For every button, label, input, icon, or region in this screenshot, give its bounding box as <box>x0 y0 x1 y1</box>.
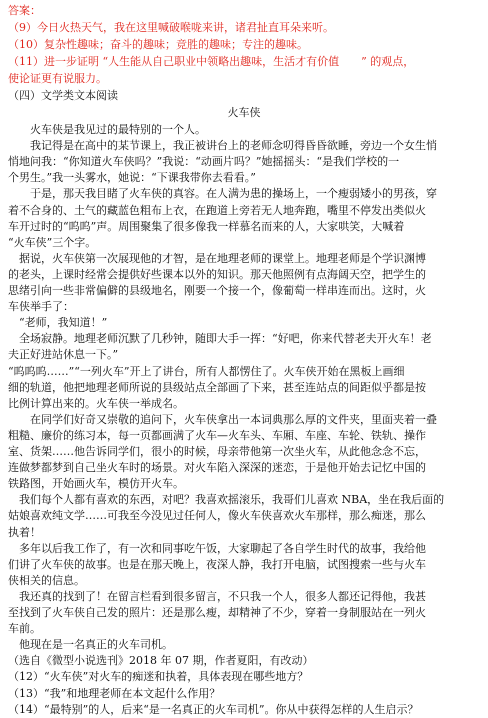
story-line: （选自《微型小说选刊》2018 年 07 期，作者夏阳，有改动） <box>8 654 314 668</box>
story-line: 思绪引向一些非常偏僻的县级地名，刚要一个接一个，像葡萄一样串连而出。这时，火 <box>8 284 426 297</box>
question-item: （13）“我”和地理老师在本文起什么作用？ <box>8 686 221 700</box>
answer-10: （10）复杂性趣味；奋斗的趣味；竞胜的趣味；专注的趣味。 <box>8 38 308 51</box>
story-line: 据说，火车侠第一次展现他的才智，是在地理老师的课堂上。地理老师是个学识渊博 <box>8 251 426 265</box>
answer-9: （9）今日火热天气，我在这里喊破喉咙来讲，诸君扯直耳朵来听。 <box>8 21 334 34</box>
story-line: 细的轨道，他把地理老师所说的县级站点全部画了下来，甚至连站点的间距似乎都是按 <box>8 380 426 394</box>
story-line: 于是，那天我目睹了火车侠的真容。在人满为患的操场上，一个瘦弱矮小的男孩，穿 <box>8 187 437 201</box>
story-title: 火车侠 <box>227 106 261 119</box>
story-line: 的老头，上课时经常会提供好些课本以外的知识。那天他照例有点海阔天空，把学生的 <box>8 267 426 281</box>
story-line: 我还真的找到了！在留言栏看到很多留言，不只我一个人，很多人都还记得他，我甚 <box>8 589 426 603</box>
story-line: 车前。 <box>8 622 41 636</box>
story-line: 全场寂静。地理老师沉默了几秒钟，随即大手一挥：“好吧，你来代替老夫开火车！老 <box>8 332 432 346</box>
story-line: 夫正好进站休息一下。” <box>8 348 119 362</box>
story-line: 火车侠是我见过的最特别的一个人。 <box>8 123 206 136</box>
story-line: 铁路图，开始画火车，模仿开火车。 <box>8 477 184 491</box>
story-line: 比例计算出来的。火车侠一举成名。 <box>8 396 184 410</box>
story-line: “老师，我知道！” <box>8 316 108 330</box>
answer-header: 答案： <box>8 4 41 17</box>
story-line: 我记得是在高中的某节课上，我正被讲台上的老师念叨得昏昏欲睡，旁边一个女生悄 <box>8 139 437 153</box>
story-line: 车侠举手了： <box>8 300 74 314</box>
story-line: 连做梦都梦到自己坐火车时的场景。对火车陷入深深的迷恋，于是他开始去记忆中国的 <box>8 461 426 475</box>
answer-11-line-1: （11）进一步证明 “人生能从自己职业中领略出趣味，生活才有价值 ” 的观点， <box>8 55 415 68</box>
story-line: 姑娘喜欢纯文学……可我至今没见过任何人，像火车侠喜欢火车那样，那么痴迷，那么 <box>8 509 426 523</box>
story-line: 侠相关的信息。 <box>8 573 85 587</box>
story-line: 在同学们好奇又崇敬的追问下，火车侠拿出一本词典那么厚的文件夹，里面夹着一叠 <box>8 412 437 426</box>
story-line: 执着！ <box>8 525 41 539</box>
story-line: 们讲了火车侠的故事。也是在那天晚上，夜深人静，我打开电脑，试图搜索一些与火车 <box>8 557 426 571</box>
story-line: “呜呜呜……”“一列火车”开上了讲台，所有人都愣住了。火车侠开始在黑板上画细 <box>8 364 405 378</box>
question-item: （12）“火车侠”对火车的痴迷和执着，具体表现在哪些地方？ <box>8 670 309 684</box>
story-line: 悄地问我：“你知道火车侠吗？”我说：“动画片吗？”她摇摇头：“是我们学校的一 <box>8 155 400 169</box>
answer-11-line-2: 使论证更有说服力。 <box>8 72 107 85</box>
story-line: “火车侠”三个字。 <box>8 235 97 249</box>
story-line: 车开过时的“呜呜”声。周围聚集了很多像我一样慕名而来的人，大家哄笑，大喊着 <box>8 219 405 233</box>
story-line: 我们每个人都有喜欢的东西，对吧？我喜欢摇滚乐，我哥们儿喜欢 NBA，坐在我后面的 <box>8 493 445 507</box>
story-line: 着不合身的、土气的藏蓝色粗布上衣，在跑道上旁若无人地奔跑，嘴里不停发出类似火 <box>8 203 426 217</box>
story-line: 多年以后我工作了，有一次和同事吃午饭，大家聊起了各自学生时代的故事，我给他 <box>8 541 426 555</box>
section-heading: （四）文学类文本阅读 <box>8 89 118 102</box>
story-line: 他现在是一名真正的火车司机。 <box>8 638 173 652</box>
story-line: 粗糙、廉价的练习本，每一页都画满了火车—火车头、车厢、车座、车轮、铁轨、操作 <box>8 428 426 442</box>
story-line: 室、货架……他告诉同学们，很小的时候，母亲带他第一次坐火车，从此他念念不忘， <box>8 445 426 458</box>
story-line: 至找到了火车侠自己发的照片：还是那么瘦，却精神了不少，穿着一身制服站在一列火 <box>8 606 426 619</box>
question-item: （14）“最特别”的人，后来“是一名真正的火车司机”。你从中获得怎样的人生启示？ <box>8 702 419 716</box>
story-line: 个男生。”我一头雾水，她说：“下课我带你去看看。” <box>8 171 256 185</box>
